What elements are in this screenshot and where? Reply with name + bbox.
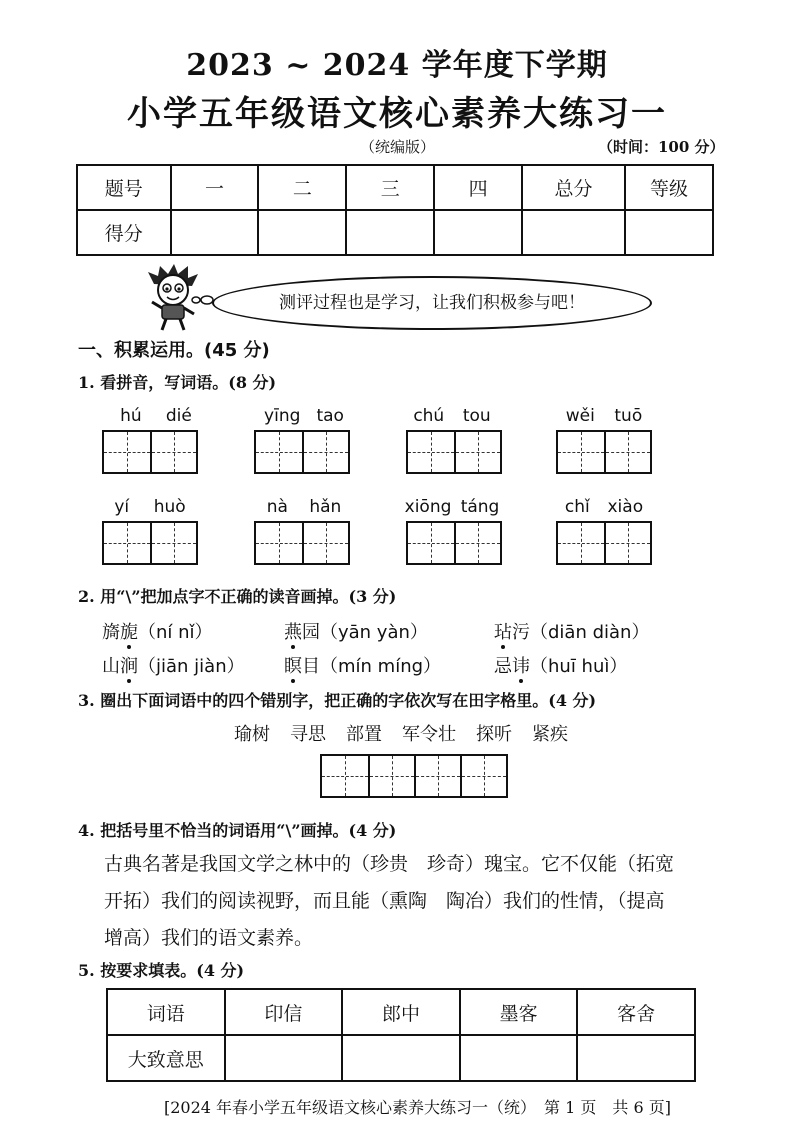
q2-options: （huī huì）	[530, 656, 628, 677]
pinyin-label	[404, 406, 500, 426]
q3-answer-grid[interactable]	[320, 754, 508, 798]
q3-word-list	[234, 720, 568, 746]
q2-item: 旖旎（ní nǐ）	[102, 622, 213, 643]
score-table	[76, 164, 714, 256]
pinyin-syllable: yīng	[264, 406, 301, 426]
q5-answer-cell[interactable]	[225, 1035, 343, 1081]
tianzige-box[interactable]	[254, 521, 350, 565]
q5-header-row	[107, 989, 695, 1035]
tianzige-box[interactable]	[556, 521, 652, 565]
q2-options: （diān diàn）	[530, 622, 650, 643]
q5-answer-cell[interactable]	[342, 1035, 460, 1081]
q5-prompt: 5. 按要求填表。(4 分)	[78, 961, 245, 980]
score-header-cell: 三	[346, 165, 434, 210]
score-cell[interactable]	[625, 210, 713, 255]
tianzige-box[interactable]	[556, 430, 652, 474]
pinyin-label	[556, 406, 652, 426]
pinyin-label	[256, 497, 352, 517]
q3-word[interactable]: 部置	[346, 724, 382, 745]
q5-table	[106, 988, 696, 1082]
thought-dots-icon	[190, 290, 214, 310]
score-header-cell: 二	[258, 165, 346, 210]
q5-header-cell: 客舍	[577, 989, 695, 1035]
q3-word[interactable]: 瑜树	[234, 724, 270, 745]
q5-answer-cell[interactable]	[460, 1035, 578, 1081]
tianzige-box[interactable]	[254, 430, 350, 474]
q1-prompt: 1. 看拼音，写词语。(8 分)	[78, 373, 277, 392]
pinyin-syllable: yí	[114, 497, 130, 517]
q4-paragraph	[104, 846, 704, 957]
score-row-label: 得分	[77, 210, 171, 255]
score-cell[interactable]	[522, 210, 625, 255]
q5-header-cell: 郎中	[342, 989, 460, 1035]
q5-header-cell: 词语	[107, 989, 225, 1035]
q2-item: 玷污（diān diàn）	[494, 622, 650, 643]
section-heading: 一、积累运用。(45 分)	[78, 340, 270, 361]
title-line-2: 小学五年级语文核心素养大练习一	[127, 94, 667, 134]
page-footer: [2024 年春小学五年级语文核心素养大练习一（统） 第 1 页 共 6 页]	[164, 1098, 671, 1117]
q3-word[interactable]: 探听	[476, 724, 512, 745]
tianzige-box[interactable]	[102, 430, 198, 474]
score-header-cell: 一	[171, 165, 259, 210]
q2-options: （yān yàn）	[320, 622, 428, 643]
pinyin-syllable: tuō	[614, 406, 643, 426]
q2-options: （mín míng）	[320, 656, 442, 677]
pinyin-syllable: táng	[460, 497, 500, 517]
q4-line: 古典名著是我国文学之林中的（珍贵 珍奇）瑰宝。它不仅能（拓宽	[104, 853, 675, 875]
q2-item: 山涧（jiān jiàn）	[102, 656, 245, 677]
q3-word[interactable]: 紧疾	[532, 724, 568, 745]
score-header-cell: 总分	[522, 165, 625, 210]
q5-answer-cell[interactable]	[577, 1035, 695, 1081]
score-cell[interactable]	[434, 210, 522, 255]
pinyin-label	[556, 497, 652, 517]
q5-header-cell: 墨客	[460, 989, 578, 1035]
pinyin-syllable: tao	[316, 406, 344, 426]
q4-prompt: 4. 把括号里不恰当的词语用“\”画掉。(4 分)	[78, 821, 397, 840]
score-table-header-row	[77, 165, 713, 210]
pinyin-label	[108, 406, 204, 426]
q2-prompt: 2. 用“\”把加点字不正确的读音画掉。(3 分)	[78, 587, 397, 606]
score-cell[interactable]	[346, 210, 434, 255]
score-cell[interactable]	[171, 210, 259, 255]
q3-prompt: 3. 圈出下面词语中的四个错别字，把正确的字依次写在田字格里。(4 分)	[78, 691, 597, 710]
score-header-cell: 等级	[625, 165, 713, 210]
pinyin-syllable: huò	[153, 497, 186, 517]
tianzige-box[interactable]	[102, 521, 198, 565]
q4-line: 增高）我们的语文素养。	[104, 927, 314, 949]
q2-options: （ní nǐ）	[138, 622, 213, 643]
pinyin-syllable: chú	[413, 406, 445, 426]
q3-word[interactable]: 军令壮	[402, 724, 456, 745]
pinyin-label	[256, 406, 352, 426]
time-info: （时间：100 分）	[598, 138, 725, 156]
q5-answer-row	[107, 1035, 695, 1081]
q2-item: 燕园（yān yàn）	[284, 622, 428, 643]
pinyin-label	[400, 497, 504, 517]
q2-item: 忌讳（huī huì）	[494, 656, 628, 677]
tianzige-box[interactable]	[406, 430, 502, 474]
pinyin-syllable: dié	[165, 406, 192, 426]
q2-options: （jiān jiàn）	[138, 656, 245, 677]
pinyin-syllable: xiōng	[404, 497, 452, 517]
q3-word[interactable]: 寻思	[290, 724, 326, 745]
pinyin-syllable: hú	[120, 406, 142, 426]
pinyin-syllable: hǎn	[309, 497, 342, 517]
q4-line: 开拓）我们的阅读视野，而且能（熏陶 陶冶）我们的性情，（提高	[104, 890, 665, 912]
q2-item: 瞑目（mín míng）	[284, 656, 442, 677]
score-header-cell: 题号	[77, 165, 171, 210]
pinyin-label	[102, 497, 198, 517]
speech-bubble: 测评过程也是学习，让我们积极参与吧！	[212, 276, 652, 330]
pinyin-syllable: chǐ	[564, 497, 590, 517]
pinyin-syllable: tou	[462, 406, 491, 426]
title-line-1: 2023 ~ 2024 学年度下学期	[186, 48, 608, 83]
edition-label: （统编版）	[360, 138, 436, 156]
score-cell[interactable]	[258, 210, 346, 255]
q5-row-label: 大致意思	[107, 1035, 225, 1081]
score-header-cell: 四	[434, 165, 522, 210]
q5-header-cell: 印信	[225, 989, 343, 1035]
pinyin-syllable: wěi	[565, 406, 595, 426]
pinyin-syllable: nà	[266, 497, 288, 517]
score-table-score-row	[77, 210, 713, 255]
pinyin-syllable: xiào	[607, 497, 644, 517]
tianzige-box[interactable]	[406, 521, 502, 565]
